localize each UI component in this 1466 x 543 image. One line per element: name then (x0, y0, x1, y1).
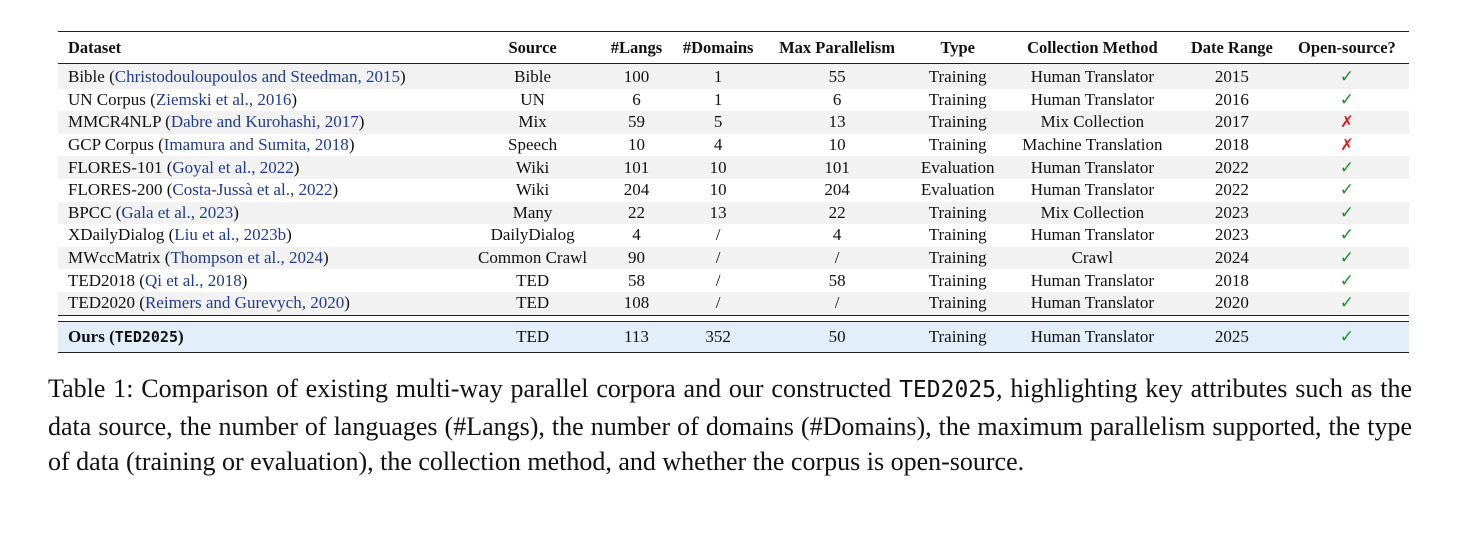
source-cell: UN (520, 89, 545, 109)
dataset-cell: TED2018 (Qi et al., 2018) (68, 270, 248, 290)
langs-cell: 108 (601, 292, 672, 315)
open-source-cell (1285, 89, 1409, 112)
source-cell: TED (464, 292, 601, 315)
citation-link[interactable]: Costa-Jussà et al., 2022 (172, 180, 333, 200)
source-cell: Wiki (515, 180, 550, 200)
ours-tag: TED2025 (114, 327, 178, 346)
check-icon: ✓ (1339, 202, 1355, 223)
domains-cell: 5 (672, 111, 765, 134)
ours-source: TED (464, 321, 601, 352)
langs-cell: 10 (627, 135, 645, 155)
type-cell: Training (910, 292, 1006, 315)
type-cell: Training (910, 202, 1006, 225)
date-cell: 2016 (1214, 89, 1249, 109)
table-row (58, 224, 1409, 247)
source-cell: Many (464, 202, 601, 225)
header-date-range: Date Range (1179, 32, 1285, 64)
ours-label: Ours (68, 326, 105, 346)
langs-cell: 58 (627, 270, 645, 290)
collection-method-cell: Human Translator (1006, 292, 1179, 315)
check-icon: ✓ (1339, 293, 1355, 314)
table-row (58, 179, 1409, 202)
ours-langs: 113 (601, 321, 672, 352)
header-collection-method: Collection Method (1006, 32, 1179, 64)
type-cell: Training (928, 225, 987, 245)
date-cell: 2015 (1179, 64, 1285, 89)
header-domains: #Domains (672, 32, 765, 64)
dataset-name: XDailyDialog (68, 225, 165, 245)
table-row (58, 202, 1409, 225)
source-cell: Common Crawl (464, 247, 601, 270)
max-parallelism-cell: 10 (828, 135, 846, 155)
dataset-cell: Bible (Christodouloupoulos and Steedman, 2015) (58, 64, 464, 89)
table-row (58, 64, 1409, 89)
dataset-cell: UN Corpus (Ziemski et al., 2016) (68, 89, 298, 109)
caption-text-2: , highlighting key attributes such as the data source, the number of languages (#Langs), the number of domains (#Domains), the maximum parallelism supported, the type of data (training or evaluation), the collection method, and whether the corpus is open-source. (48, 374, 1412, 476)
comparison-table (58, 31, 1409, 353)
open-source-cell (1285, 111, 1409, 134)
dataset-name: MMCR4NLP (68, 112, 161, 132)
header-open-source: Open-source? (1285, 32, 1409, 64)
type-cell: Evaluation (910, 156, 1006, 179)
table-row (58, 292, 1409, 315)
langs-cell: 59 (601, 111, 672, 134)
dataset-name: FLORES-200 (68, 180, 163, 200)
open-source-cell (1285, 179, 1409, 202)
open-source-cell (1285, 202, 1409, 225)
open-source-cell (1285, 224, 1409, 247)
collection-method-cell: Human Translator (1006, 64, 1179, 89)
header-type: Type (910, 32, 1006, 64)
check-icon: ✓ (1339, 180, 1355, 201)
check-icon: ✓ (1339, 225, 1355, 246)
date-cell: 2023 (1179, 202, 1285, 225)
citation-link[interactable]: Thompson et al., 2024 (170, 248, 323, 268)
type-cell: Training (910, 247, 1006, 270)
citation-link[interactable]: Christodouloupoulos and Steedman, 2015 (114, 67, 400, 87)
max-parallelism-cell: 6 (832, 89, 842, 109)
date-cell: 2022 (1214, 180, 1249, 200)
source-cell: Speech (508, 135, 558, 155)
check-icon: ✓ (1339, 270, 1355, 291)
citation-link[interactable]: Dabre and Kurohashi, 2017 (170, 112, 359, 132)
domains-cell: / (672, 247, 765, 270)
ours-date: 2025 (1179, 321, 1285, 352)
dataset-cell: GCP Corpus (Imamura and Sumita, 2018) (68, 135, 355, 155)
collection-method-cell: Machine Translation (1022, 135, 1163, 155)
langs-cell: 204 (623, 180, 650, 200)
open-source-cell (1285, 269, 1409, 292)
ours-row (58, 321, 1409, 352)
collection-method-cell: Human Translator (1030, 180, 1154, 200)
dataset-name: BPCC (68, 202, 112, 222)
table-row (58, 89, 1409, 112)
date-cell: 2020 (1179, 292, 1285, 315)
table-row (58, 111, 1409, 134)
citation-link[interactable]: Imamura and Sumita, 2018 (163, 135, 349, 155)
type-cell: Training (928, 89, 987, 109)
max-parallelism-cell: 13 (765, 111, 910, 134)
table-row (58, 156, 1409, 179)
caption-text-1: Table 1: Comparison of existing multi-way parallel corpora and our constructed (48, 374, 900, 403)
collection-method-cell: Crawl (1006, 247, 1179, 270)
open-source-cell (1285, 292, 1409, 315)
open-source-cell (1285, 247, 1409, 270)
citation-link[interactable]: Ziemski et al., 2016 (155, 89, 292, 109)
type-cell: Training (928, 135, 987, 155)
collection-method-cell: Mix Collection (1006, 111, 1179, 134)
max-parallelism-cell: 58 (828, 270, 846, 290)
type-cell: Training (910, 64, 1006, 89)
domains-cell: 13 (672, 202, 765, 225)
check-icon: ✓ (1339, 89, 1355, 110)
check-icon: ✓ (1339, 248, 1355, 269)
langs-cell: 90 (601, 247, 672, 270)
header-langs: #Langs (601, 32, 672, 64)
dataset-name: FLORES-101 (68, 157, 163, 177)
domains-cell: 1 (713, 89, 723, 109)
dataset-cell: FLORES-200 (Costa-Jussà et al., 2022) (68, 180, 339, 200)
collection-method-cell: Human Translator (1030, 270, 1154, 290)
date-cell: 2018 (1214, 135, 1249, 155)
header-max-parallelism: Max Parallelism (765, 32, 910, 64)
date-cell: 2024 (1179, 247, 1285, 270)
ours-max-parallelism: 50 (765, 321, 910, 352)
table-header-row (58, 32, 1409, 64)
dataset-cell: XDailyDialog (Liu et al., 2023b) (68, 225, 292, 245)
type-cell: Training (928, 270, 987, 290)
domains-cell: 10 (709, 180, 727, 200)
dataset-cell: BPCC (Gala et al., 2023) (58, 202, 464, 225)
open-source-cell (1285, 156, 1409, 179)
table-body (58, 64, 1409, 316)
type-cell: Training (910, 111, 1006, 134)
date-cell: 2023 (1214, 225, 1249, 245)
table-caption (48, 371, 1412, 480)
max-parallelism-cell: / (765, 292, 910, 315)
date-cell: 2022 (1179, 156, 1285, 179)
header-source: Source (464, 32, 601, 64)
source-cell: TED (516, 270, 550, 290)
cross-icon: ✗ (1340, 112, 1354, 132)
source-cell: Wiki (464, 156, 601, 179)
open-source-cell (1285, 134, 1409, 157)
collection-method-cell: Mix Collection (1006, 202, 1179, 225)
source-cell: DailyDialog (490, 225, 575, 245)
table-row (58, 134, 1409, 157)
ours-open-source (1285, 321, 1409, 352)
type-cell: Evaluation (920, 180, 995, 200)
collection-method-cell: Human Translator (1006, 156, 1179, 179)
check-icon: ✓ (1339, 67, 1355, 88)
dataset-name: GCP Corpus (68, 135, 154, 155)
domains-cell: 4 (713, 135, 723, 155)
max-parallelism-cell: 204 (824, 180, 850, 200)
header-dataset: Dataset (58, 32, 464, 64)
date-cell: 2017 (1179, 111, 1285, 134)
ours-domains: 352 (672, 321, 765, 352)
citation-link[interactable]: Gala et al., 2023 (121, 202, 234, 222)
collection-method-cell: Human Translator (1030, 225, 1154, 245)
domains-cell: / (715, 225, 721, 245)
domains-cell: / (672, 292, 765, 315)
langs-cell: 22 (601, 202, 672, 225)
dataset-name: UN Corpus (68, 89, 146, 109)
citation-link[interactable]: Goyal et al., 2022 (172, 157, 294, 177)
citation-link[interactable]: Liu et al., 2023b (174, 225, 287, 245)
ours-collection-method: Human Translator (1006, 321, 1179, 352)
source-cell: Mix (464, 111, 601, 134)
langs-cell: 4 (632, 225, 641, 245)
domains-cell: / (715, 270, 721, 290)
domains-cell: 10 (672, 156, 765, 179)
caption-code: TED2025 (899, 377, 997, 403)
source-cell: Bible (464, 64, 601, 89)
check-icon: ✓ (1339, 157, 1355, 178)
langs-cell: 100 (601, 64, 672, 89)
table-row (58, 269, 1409, 292)
dataset-cell: TED2020 (Reimers and Gurevych, 2020) (58, 292, 464, 315)
domains-cell: 1 (672, 64, 765, 89)
max-parallelism-cell: 55 (765, 64, 910, 89)
max-parallelism-cell: 22 (765, 202, 910, 225)
dataset-name: TED2018 (68, 270, 136, 290)
langs-cell: 101 (601, 156, 672, 179)
langs-cell: 6 (632, 89, 641, 109)
max-parallelism-cell: / (765, 247, 910, 270)
max-parallelism-cell: 101 (765, 156, 910, 179)
ours-dataset-cell: Ours (TED2025) (58, 321, 464, 352)
date-cell: 2018 (1214, 270, 1249, 290)
table-row (58, 247, 1409, 270)
dataset-cell: MMCR4NLP (Dabre and Kurohashi, 2017) (58, 111, 464, 134)
dataset-cell: MWccMatrix (Thompson et al., 2024) (58, 247, 464, 270)
dataset-name: Bible (68, 67, 105, 87)
cross-icon: ✗ (1340, 135, 1354, 155)
ours-type: Training (910, 321, 1006, 352)
dataset-cell: FLORES-101 (Goyal et al., 2022) (58, 156, 464, 179)
collection-method-cell: Human Translator (1030, 89, 1154, 109)
citation-link[interactable]: Qi et al., 2018 (144, 270, 242, 290)
check-icon: ✓ (1339, 326, 1355, 347)
max-parallelism-cell: 4 (832, 225, 842, 245)
dataset-name: TED2020 (68, 293, 136, 313)
open-source-cell (1285, 64, 1409, 89)
citation-link[interactable]: Reimers and Gurevych, 2020 (144, 293, 345, 313)
dataset-name: MWccMatrix (68, 248, 161, 268)
